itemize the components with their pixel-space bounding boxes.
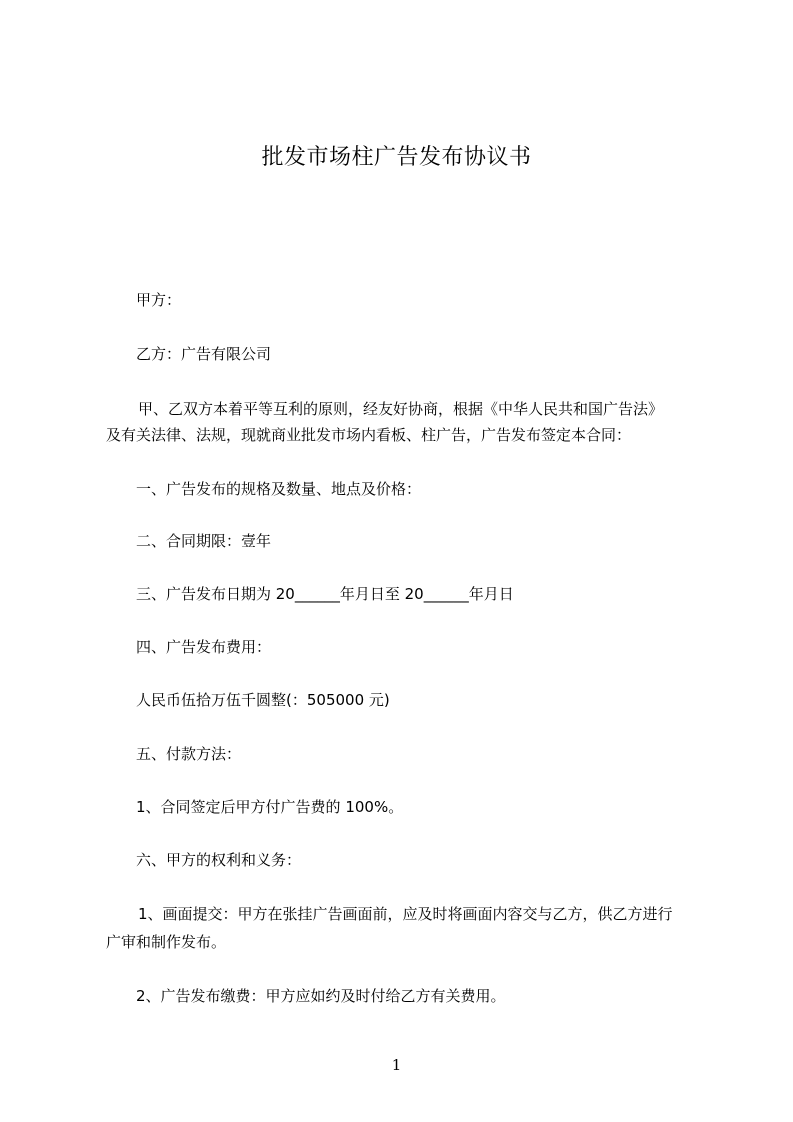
page-number: 1 <box>391 1056 402 1074</box>
section-3-heading: 三、广告发布日期为 20______年月日至 20______年月日 <box>136 585 514 603</box>
right-item-2: 2、广告发布缴费：甲方应如约及时付给乙方有关费用。 <box>136 987 506 1005</box>
intro-line-2: 及有关法律、法规，现就商业批发市场内看板、柱广告，广告发布签定本合同： <box>106 426 632 444</box>
fee-amount-line: 人民币伍拾万伍千圆整(：505000 元) <box>136 691 390 709</box>
section-4-heading: 四、广告发布费用： <box>136 638 272 656</box>
intro-line-1: 甲、乙双方本着平等互利的原则，经友好协商，根据《中华人民共和国广告法》 <box>138 400 664 418</box>
section-2-heading: 二、合同期限：壹年 <box>136 532 272 550</box>
section-1-heading: 一、广告发布的规格及数量、地点及价格： <box>136 480 422 498</box>
right-item-1-line-1: 1、画面提交：甲方在张挂广告画面前，应及时将画面内容交与乙方，供乙方进行 <box>138 905 673 923</box>
document-title: 批发市场柱广告发布协议书 <box>261 145 532 170</box>
right-item-1-line-2: 广审和制作发布。 <box>106 933 227 951</box>
section-6-heading: 六、甲方的权利和义务： <box>136 851 302 869</box>
section-5-heading: 五、付款方法： <box>136 745 242 763</box>
payment-item-1: 1、合同签定后甲方付广告费的 100%。 <box>136 798 404 816</box>
party-b-line: 乙方：广告有限公司 <box>136 345 272 363</box>
party-a-line: 甲方： <box>136 291 182 309</box>
